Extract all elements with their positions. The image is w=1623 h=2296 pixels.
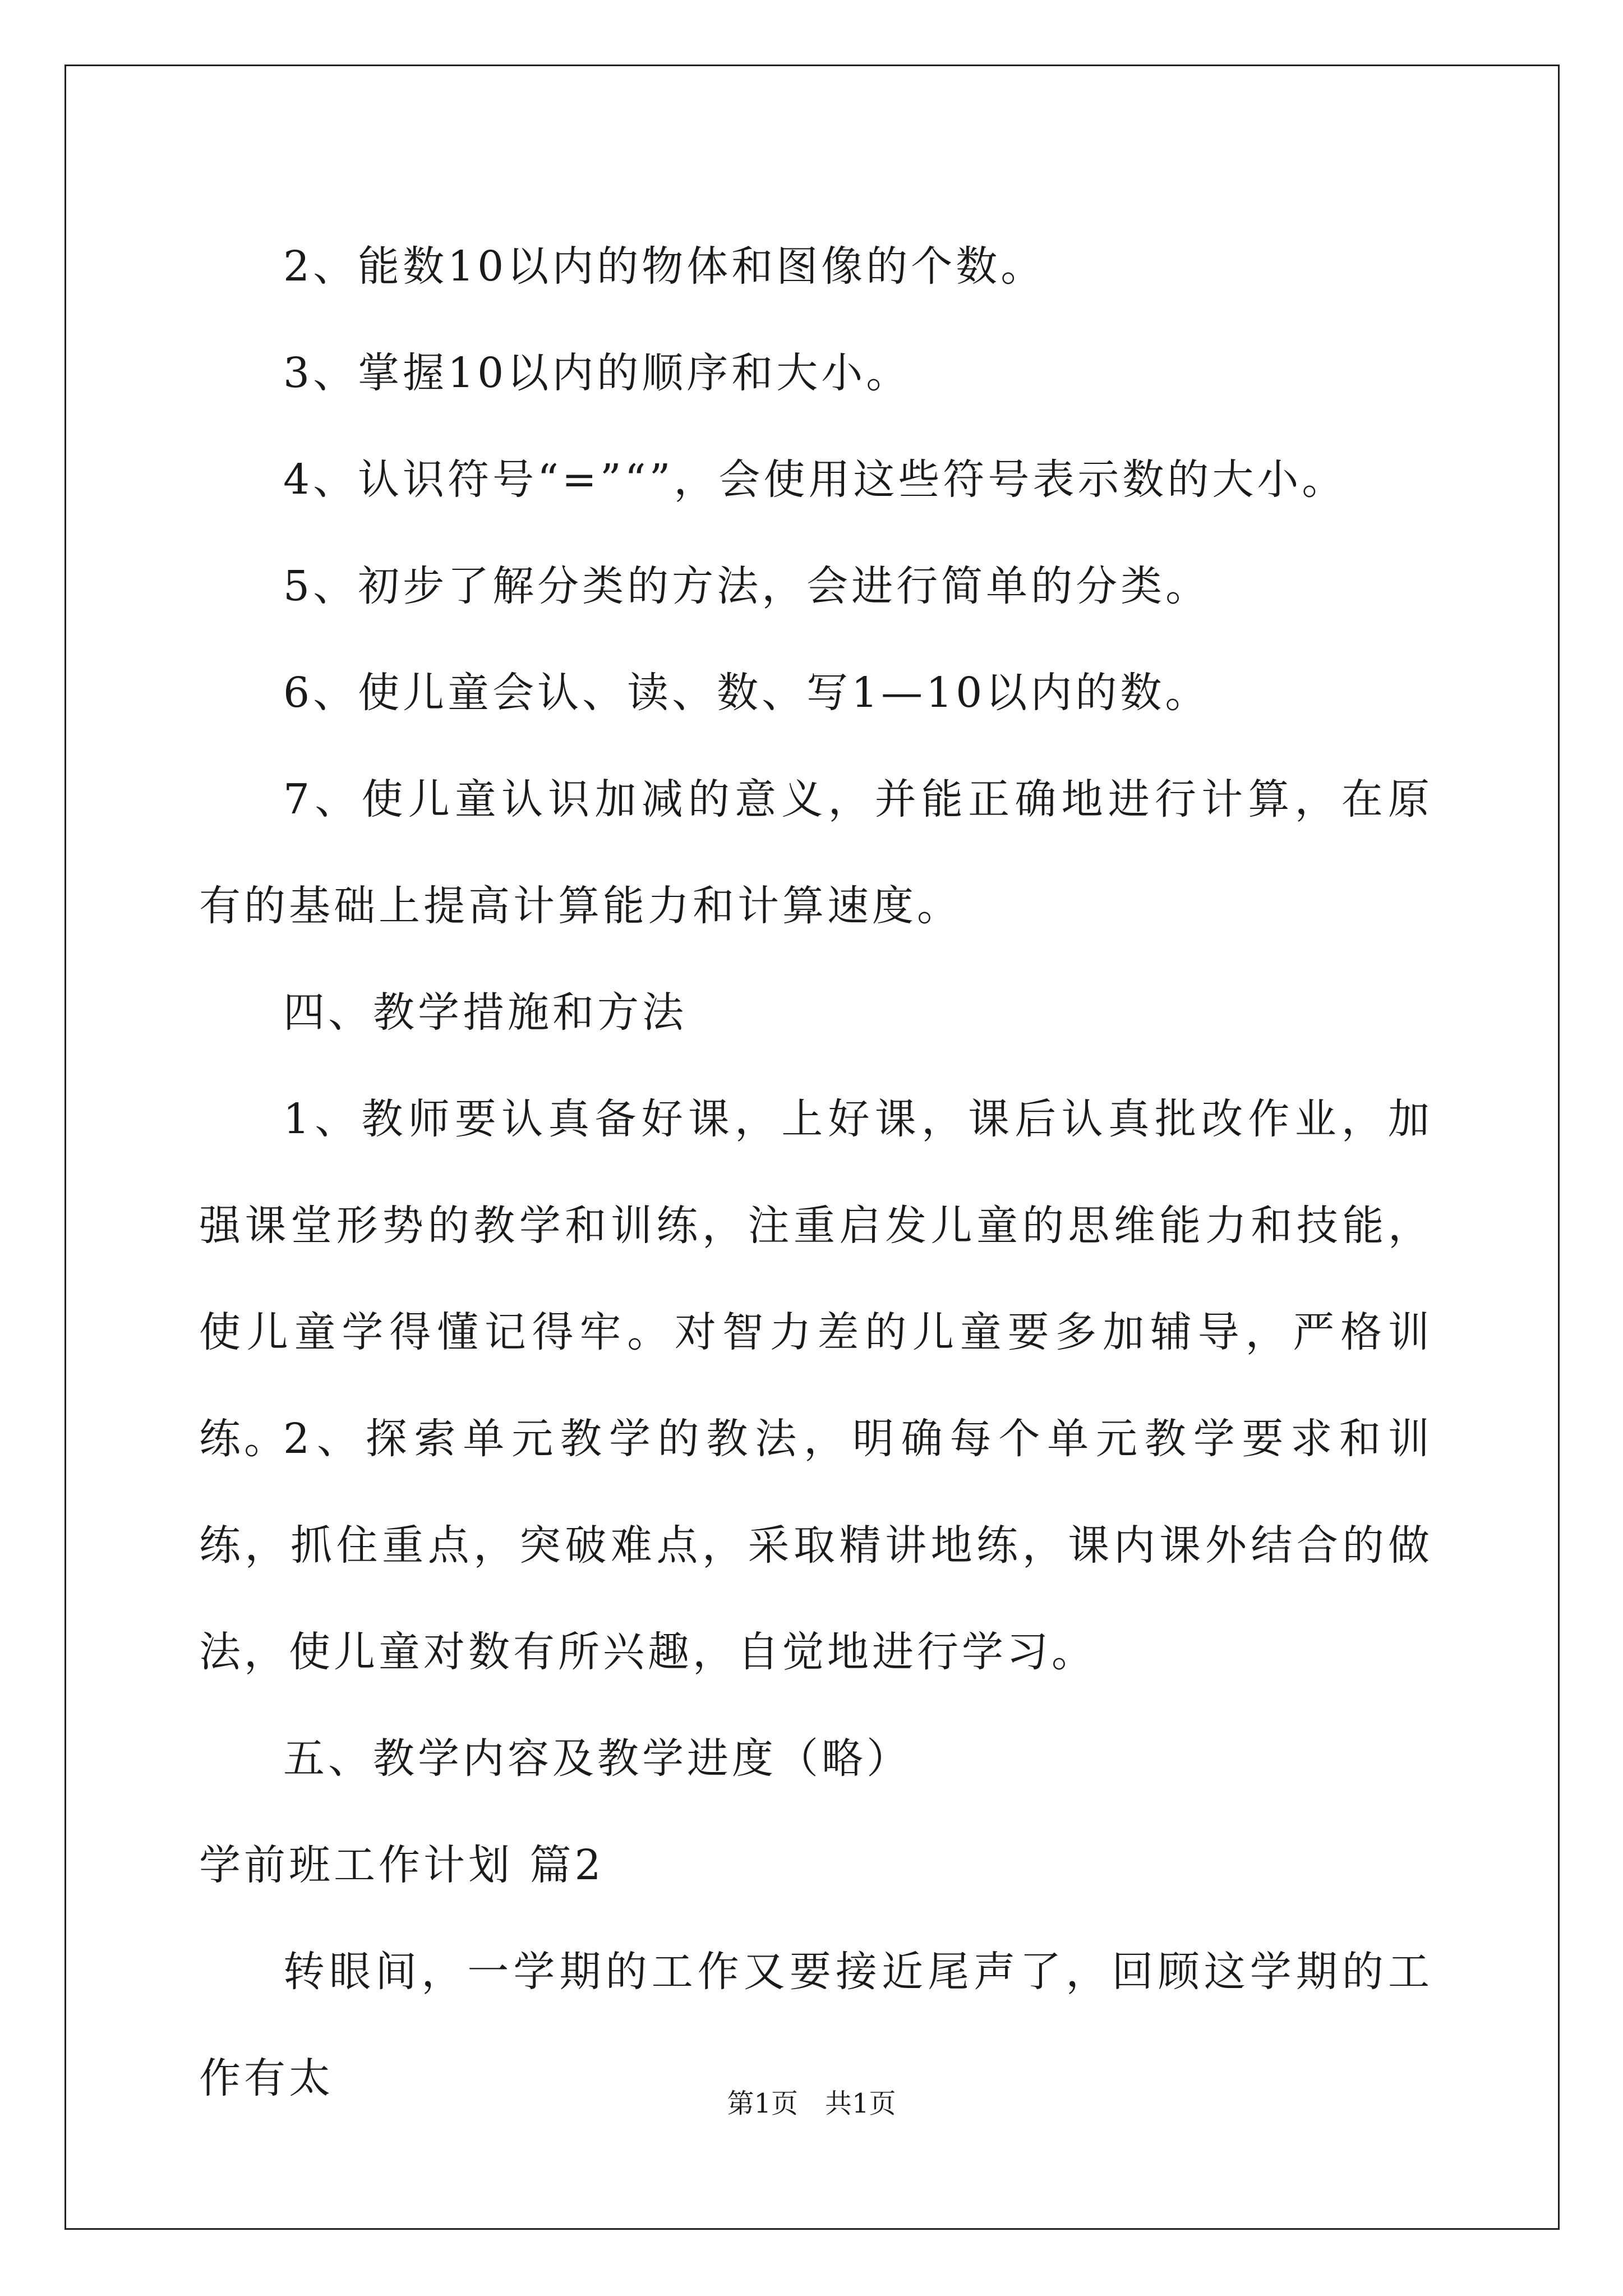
paragraph-goal-2: 2、能数10以内的物体和图像的个数。 <box>283 242 1046 291</box>
paragraph-measure-1: 1、教师要认真备好课，上好课，课后认真批改作业，加强课堂形势的教学和训练，注重启发儿童的思维能力和技能，使儿童学得懂记得牢。对智力差的儿童要多加辅导，严格训练。 <box>199 1095 1433 1463</box>
article-title: 学前班工作计划 篇2 <box>199 1841 605 1889</box>
paragraph-goal-6: 6、使儿童会认、读、数、写1—10以内的数。 <box>283 669 1210 717</box>
paragraph-goal-4: 4、认识符号“=”“”，会使用这些符号表示数的大小。 <box>283 455 1347 504</box>
paragraph-measure-2: 2、探索单元教学的教法，明确每个单元教学要求和训练，抓住重点，突破难点，采取精讲地练，课内课外结合的做法，使儿童对数有所兴趣，自觉地进行学习。 <box>199 1415 1433 1676</box>
page-number: 第1页 共1页 <box>727 2088 896 2119</box>
paragraph-goal-3: 3、掌握10以内的顺序和大小。 <box>283 349 911 397</box>
paragraph-goal-7: 7、使儿童认识加减的意义，并能正确地进行计算，在原有的基础上提高计算能力和计算速度。 <box>199 775 1433 930</box>
section-heading-5: 五、教学内容及教学进度（略） <box>283 1734 911 1783</box>
section-heading-4: 四、教学措施和方法 <box>283 988 687 1037</box>
paragraph-intro: 转眼间，一学期的工作又要接近尾声了，回顾这学期的工作有太 <box>199 1948 1433 2102</box>
paragraph-goal-5: 5、初步了解分类的方法，会进行简单的分类。 <box>283 562 1211 610</box>
